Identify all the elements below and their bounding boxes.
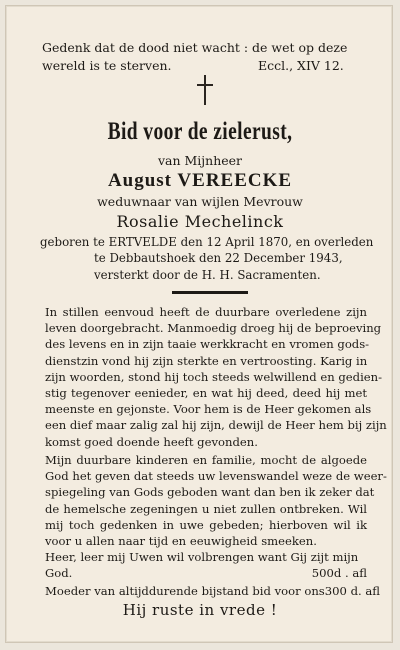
paragraph-line: In stillen eenvoud heeft de duurbare overledene zijn [45,305,367,319]
page-title: Bid voor de zielerust, [107,118,293,145]
paragraph-line: spiegeling van Gods geboden want dan ben ik zeker dat [45,485,375,500]
paragraph-line: des levens en in zijn taaie werkkracht en vromen gods- [45,337,370,352]
paragraph-line: leven doorgebracht. Manmoedig droeg hij de beproeving [45,321,382,336]
birth-line: geboren te ERTVELDE den 12 April 1870, en overleden [40,235,374,249]
paragraph-line: mij toch gedenken in uwe gebeden; hierboven wil ik [45,517,367,532]
quote-reference: Eccl., XIV 12. [258,58,344,73]
paragraph-line: voor u allen naar tijd en eeuwigheid smeeken. [45,534,317,549]
quote-line-2: wereld is te sterven. [42,58,172,73]
divider [172,291,248,294]
spouse-name: Rosalie Mechelinck [116,212,284,231]
paragraph-line: komst goed doende heeft gevonden. [45,434,258,449]
farewell-paragraph [45,452,387,549]
paragraph-line: een dief maar zalig zal hij zijn, dewijl de Heer hem bij zijn [45,418,387,433]
cross-icon [197,75,213,105]
van-mijnheer: van Mijnheer [157,153,243,168]
paragraph-line: God het geven dat steeds uw levenswandel weze de weer- [45,469,387,484]
paragraph-line: Mijn duurbare kinderen en familie, mocht de algoede [45,453,367,467]
widower-line: weduwnaar van wijlen Mevrouw [97,194,303,209]
indulgence-500: 500d . afl [311,566,367,580]
paragraph-line: de hemelsche zegeningen u niet zullen ontbreken. Wil [45,501,367,516]
closing-line: Hij ruste in vrede ! [122,601,278,619]
deceased-name: August VEREECKE [107,170,293,191]
paragraph-line: zijn woorden, stond hij toch steeds welwillend en gedien- [45,369,383,384]
prayer-line-1: Heer, leer mij Uwen wil volbrengen want Gij zijt mijn [45,550,359,564]
paragraph-line: stig tegenover eenieder, en wat hij deed, deed hij met [45,386,367,401]
death-line: te Debbautshoek den 22 December 1943, [94,251,343,265]
prayer-line-3: Moeder van altijddurende bijstand bid voor ons300 d. afl [45,584,381,598]
quote-line-1: Gedenk dat de dood niet wacht : de wet op deze [42,40,348,55]
prayer-line-2-text: God. [45,566,73,580]
biography-paragraph [45,304,387,450]
paragraph-line: meenste en gejonste. Voor hem is de Heer gekomen als [45,402,372,417]
paragraph-line: dienstzin vond hij zijn sterkte en vertroosting. Karig in [45,353,368,368]
sacraments-line: versterkt door de H. H. Sacramenten. [94,268,321,282]
